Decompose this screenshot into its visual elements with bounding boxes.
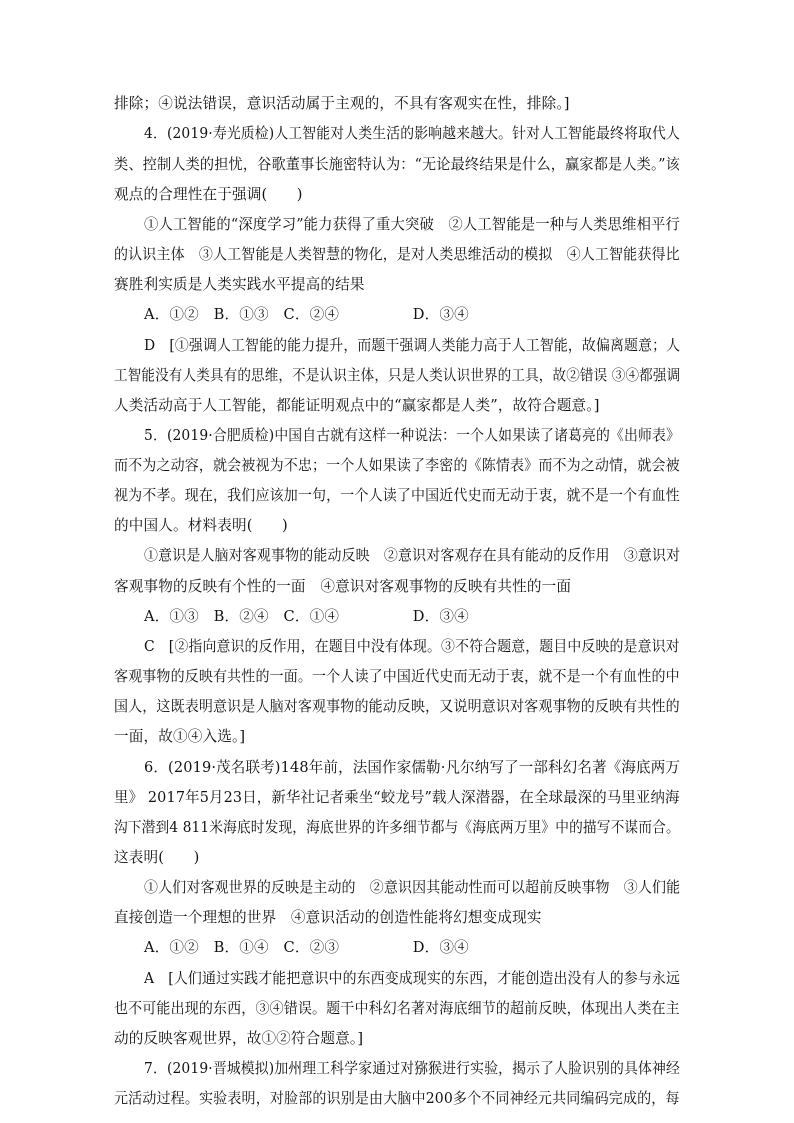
text-line: 人类活动高于人工智能，都能证明观点中的“赢家都是人类”，故符合题意。] — [114, 397, 600, 414]
text-line: 里》 2017年5月23日，新华社记者乘坐“蛟龙号”载人深潜器，在全球最深的马里亚纳海 — [114, 789, 680, 806]
question-4-options: A．①② B．①③ C．②④ D．③④ — [144, 306, 469, 323]
text-line: 观点的合理性在于强调( ) — [114, 186, 303, 203]
question-5-statements: ①意识是人脑对客观事物的能动反映 ②意识对客观存在具有能动的反作用 ③意识对 — [144, 547, 681, 564]
question-4-statements: ①人工智能的“深度学习”能力获得了重大突破 ②人工智能是一种与人类思维相平行 — [144, 216, 681, 233]
text-line: 类、控制人类的担忧，谷歌董事长施密特认为：“无论最终结果是什么，赢家都是人类。”该 — [114, 156, 680, 173]
text-line: 客观事物的反映有个性的一面 ④意识对客观事物的反映有共性的一面 — [114, 578, 572, 595]
text-line: 一面，故①④入选。] — [114, 728, 246, 745]
text-line: 排除；④说法错误，意识活动属于主观的，不具有客观实在性，排除。] — [114, 95, 570, 112]
text-line: 也不可能出现的东西，③④错误。题干中科幻名著对海底细节的超前反映，体现出人类在主 — [114, 1000, 680, 1017]
text-line: 视为不孝。现在，我们应该加一句，一个人读了中国近代史而无动于衷，就不是一个有血性 — [114, 487, 680, 504]
text-line: 这表明( ) — [114, 849, 200, 866]
question-6-options: A．①② B．①④ C．②③ D．③④ — [144, 939, 469, 956]
text-line: 赛胜利实质是人类实践水平提高的结果 — [114, 276, 365, 293]
text-line: 沟下潜到4 811米海底时发现，海底世界的许多细节都与《海底两万里》中的描写不谋而合。 — [114, 819, 680, 836]
text-line: 客观事物的反映有共性的一面。一个人读了中国近代史而无动于衷，就不是一个有血性的中 — [114, 668, 680, 685]
question-5-answer: C [②指向意识的反作用，在题目中没有体现。③不符合题意，题目中反映的是意识对 — [144, 638, 680, 655]
question-7-stem: 7．(2019·晋城模拟)加州理工科学家通过对猕猴进行实验，揭示了人脸识别的具体神经 — [144, 1060, 680, 1077]
question-6-answer: A [人们通过实践才能把意识中的东西变成现实的东西，才能创造出没有人的参与永远 — [144, 970, 681, 987]
question-5-stem: 5．(2019·合肥质检)中国自古就有这样一种说法：一个人如果读了诸葛亮的《出师表》 — [144, 427, 680, 444]
text-line: 工智能没有人类具有的思维，不是认识主体，只是人类认识世界的工具，故②错误 ③④都强调 — [114, 367, 681, 384]
text-line: 国人，这既表明意识是人脑对客观事物的能动反映，又说明意识对客观事物的反映有共性的 — [114, 698, 680, 715]
question-6-statements: ①人们对客观世界的反映是主动的 ②意识因其能动性而可以超前反映事物 ③人们能 — [144, 879, 681, 896]
text-line: 直接创造一个理想的世界 ④意识活动的创造性能将幻想变成现实 — [114, 909, 542, 926]
text-line: 元活动过程。实验表明，对脸部的识别是由大脑中200多个不同神经元共同编码完成的，每 — [114, 1090, 680, 1107]
text-line: 的中国人。材料表明( ) — [114, 517, 288, 534]
question-5-options: A．①③ B．②④ C．①④ D．③④ — [144, 608, 469, 625]
question-4-answer: D [①强调人工智能的能力提升，而题干强调人类能力高于人工智能，故偏离题意；人 — [144, 337, 681, 354]
question-6-stem: 6．(2019·茂名联考)148年前，法国作家儒勒·凡尔纳写了一部科幻名著《海底两万 — [144, 759, 681, 776]
question-4-stem: 4．(2019·寿光质检)人工智能对人类生活的影响越来越大。针对人工智能最终将取代人 — [144, 125, 680, 142]
text-line: 而不为之动容，就会被视为不忠；一个人如果读了李密的《陈情表》而不为之动情，就会被 — [114, 457, 680, 474]
text-line: 动的反映客观世界，故①②符合题意。] — [114, 1030, 364, 1047]
text-line: 的认识主体 ③人工智能是人类智慧的物化，是对人类思维活动的模拟 ④人工智能获得比 — [114, 246, 680, 263]
